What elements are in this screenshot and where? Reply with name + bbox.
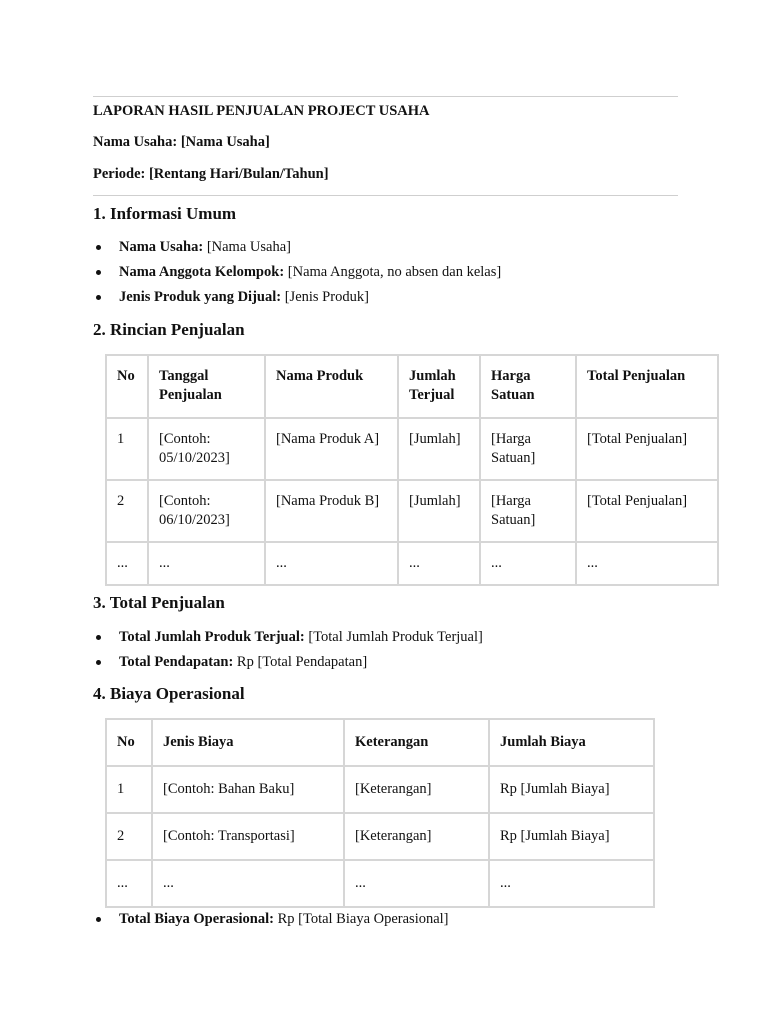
table-cell: Rp [Jumlah Biaya] — [489, 766, 654, 813]
column-header: Jenis Biaya — [152, 719, 344, 766]
table-cell: Rp [Jumlah Biaya] — [489, 813, 654, 860]
table-row — [106, 860, 654, 907]
item-value: Rp [Total Pendapatan] — [233, 654, 368, 670]
table-cell: [Contoh: 05/10/2023] — [148, 418, 265, 480]
table-cell: [Jumlah] — [398, 418, 480, 480]
table-header-row — [106, 355, 718, 418]
table-cell: [Contoh: Bahan Baku] — [152, 766, 344, 813]
operational-cost-table — [105, 718, 655, 908]
section-heading-total-penjualan: 3. Total Penjualan — [93, 593, 225, 612]
item-label: Total Pendapatan: — [119, 654, 234, 670]
table-row — [106, 542, 718, 585]
period-label: Periode: — [93, 166, 146, 182]
table-row — [106, 480, 718, 542]
table-cell: ... — [480, 542, 576, 585]
table-cell: ... — [265, 542, 398, 585]
list-item — [93, 910, 449, 935]
table-cell: [Total Penjualan] — [576, 418, 718, 480]
table-cell: ... — [152, 860, 344, 907]
table-cell: 1 — [106, 418, 148, 480]
table-cell: [Harga Satuan] — [480, 418, 576, 480]
column-header: Nama Produk — [265, 355, 398, 418]
item-label: Total Jumlah Produk Terjual: — [119, 629, 305, 645]
table-cell: [Jumlah] — [398, 480, 480, 542]
sales-total-list — [93, 628, 483, 678]
table-row — [106, 766, 654, 813]
item-value: Rp [Total Biaya Operasional] — [273, 911, 449, 927]
table-cell: [Contoh: Transportasi] — [152, 813, 344, 860]
column-header: Jumlah Terjual — [398, 355, 480, 418]
table-cell: [Keterangan] — [344, 766, 489, 813]
table-cell: ... — [576, 542, 718, 585]
column-header: No — [106, 719, 152, 766]
item-value: [Nama Anggota, no absen dan kelas] — [284, 264, 502, 280]
column-header: Tanggal Penjualan — [148, 355, 265, 418]
header-divider — [93, 195, 678, 196]
table-cell: [Nama Produk B] — [265, 480, 398, 542]
business-name-label: Nama Usaha: — [93, 134, 178, 150]
table-cell: ... — [344, 860, 489, 907]
sales-detail-table — [105, 354, 719, 586]
period-value: [Rentang Hari/Bulan/Tahun] — [148, 166, 329, 182]
table-cell: 2 — [106, 813, 152, 860]
column-header: Jumlah Biaya — [489, 719, 654, 766]
list-item — [93, 628, 483, 653]
table-cell: [Nama Produk A] — [265, 418, 398, 480]
table-cell: ... — [398, 542, 480, 585]
top-divider — [93, 96, 678, 97]
table-cell: ... — [106, 860, 152, 907]
table-cell: [Total Penjualan] — [576, 480, 718, 542]
item-value: [Nama Usaha] — [203, 239, 291, 255]
section-heading-rincian-penjualan: 2. Rincian Penjualan — [93, 320, 245, 339]
table-cell: [Contoh: 06/10/2023] — [148, 480, 265, 542]
business-name-line — [93, 134, 270, 151]
business-name-value: [Nama Usaha] — [180, 134, 270, 150]
item-label: Nama Usaha: — [119, 239, 204, 255]
operational-total-list — [93, 910, 449, 935]
table-cell: 2 — [106, 480, 148, 542]
column-header: Keterangan — [344, 719, 489, 766]
item-label: Total Biaya Operasional: — [119, 911, 274, 927]
table-cell: ... — [489, 860, 654, 907]
table-header-row — [106, 719, 654, 766]
column-header: Total Penjualan — [576, 355, 718, 418]
table-cell: [Harga Satuan] — [480, 480, 576, 542]
item-value: [Jenis Produk] — [281, 289, 369, 305]
section-heading-informasi-umum: 1. Informasi Umum — [93, 204, 237, 223]
table-cell: ... — [148, 542, 265, 585]
period-line — [93, 166, 329, 183]
table-row — [106, 418, 718, 480]
table-cell: ... — [106, 542, 148, 585]
general-info-list — [93, 238, 501, 313]
section-heading-biaya-operasional: 4. Biaya Operasional — [93, 684, 245, 703]
item-value: [Total Jumlah Produk Terjual] — [304, 629, 483, 645]
table-row — [106, 813, 654, 860]
list-item — [93, 263, 501, 288]
column-header: No — [106, 355, 148, 418]
list-item — [93, 653, 483, 678]
list-item — [93, 288, 501, 313]
column-header: Harga Satuan — [480, 355, 576, 418]
item-label: Jenis Produk yang Dijual: — [119, 289, 282, 305]
list-item — [93, 238, 501, 263]
table-cell: [Keterangan] — [344, 813, 489, 860]
report-title: LAPORAN HASIL PENJUALAN PROJECT USAHA — [93, 103, 430, 119]
item-label: Nama Anggota Kelompok: — [119, 264, 285, 280]
table-cell: 1 — [106, 766, 152, 813]
